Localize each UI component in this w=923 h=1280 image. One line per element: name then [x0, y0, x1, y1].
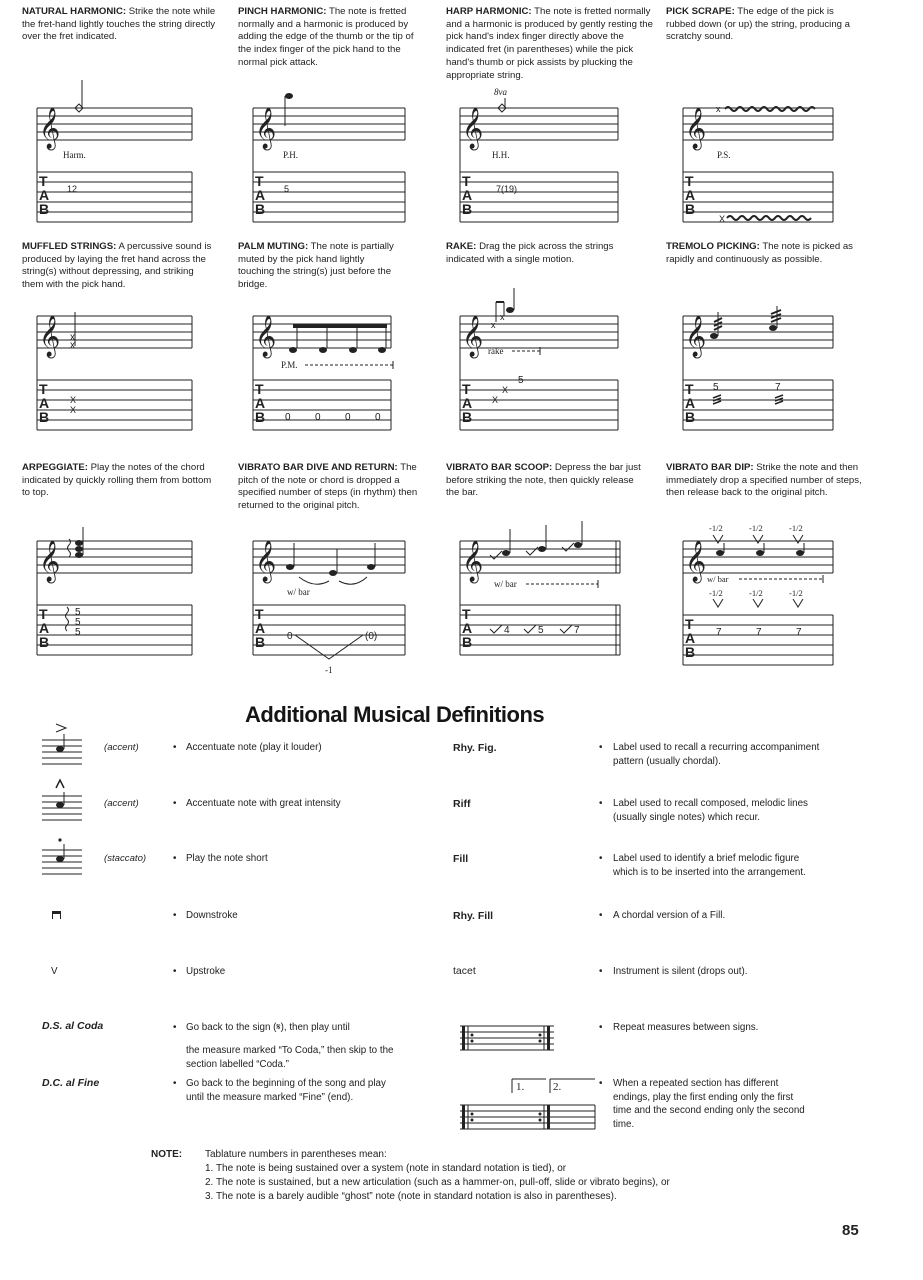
def-text-ds-al-coda-cont: the measure marked “To Coda,” then skip to the section labelled “Coda.” — [186, 1045, 394, 1070]
vibrato-scoop-notation — [460, 533, 625, 658]
def-bullet: • — [173, 742, 177, 753]
def-text-repeat: Repeat measures between signs. — [613, 1022, 759, 1033]
svg-text:A: A — [685, 630, 696, 646]
svg-text:𝄞: 𝄞 — [462, 541, 484, 581]
def-bullet: • — [599, 853, 603, 864]
def-text-ds-al-coda: Go back to the sign (𝄋), then play until — [186, 1022, 350, 1033]
svg-text:T: T — [39, 381, 48, 397]
svg-text:T: T — [685, 616, 694, 632]
svg-text:w/ bar: w/ bar — [287, 587, 310, 597]
svg-text:T: T — [255, 173, 264, 189]
svg-text:5: 5 — [75, 617, 81, 628]
ds-al-coda-label: D.S. al Coda — [42, 1020, 104, 1032]
harp-harmonic-notation — [460, 87, 620, 225]
def-text-staccato: Play the note short — [186, 853, 268, 864]
def-bullet: • — [599, 966, 603, 977]
def-bullet: • — [173, 966, 177, 977]
svg-text:A: A — [39, 395, 50, 411]
def-text-endings: When a repeated section has different endings, play the first ending only the first time and the second ending only the second time. — [613, 1078, 805, 1130]
rake-description: RAKE: Drag the pick across the strings indicated with a single motion. — [446, 241, 614, 265]
def-text-dc-al-fine: Go back to the beginning of the song and play until the measure marked “Fine” (end). — [186, 1078, 386, 1103]
svg-text:T: T — [462, 173, 471, 189]
repeat-signs-symbol — [460, 1020, 556, 1059]
svg-text:-1: -1 — [325, 665, 333, 675]
svg-text:w/ bar: w/ bar — [494, 579, 517, 589]
svg-text:x: x — [70, 332, 75, 343]
natural-harmonic-notation — [37, 100, 197, 225]
pick-scrape-description: PICK SCRAPE: The edge of the pick is rubbed down (or up) the string, producing a scratchy sound. — [666, 6, 850, 43]
harm-label: Harm. — [63, 150, 86, 160]
def-label-accent: (accent) — [104, 742, 139, 753]
svg-text:B: B — [255, 634, 266, 650]
def-text-rhy-fig: Label used to recall a recurring accompaniment pattern (usually chordal). — [613, 742, 820, 767]
svg-text:P.S.: P.S. — [717, 150, 731, 160]
downstroke-icon — [51, 908, 63, 926]
palm-muting-description: PALM MUTING: The note is partially muted by the pick hand lightly touching the string(s) just before the bridge. — [238, 241, 394, 291]
svg-text:A: A — [685, 187, 696, 203]
note-item-1: 1. The note is being sustained over a system (note in standard notation is tied), or — [205, 1163, 567, 1174]
svg-text:-1/2: -1/2 — [709, 523, 723, 533]
svg-text:A: A — [462, 620, 473, 636]
svg-text:X: X — [492, 395, 499, 405]
vibrato-dive-notation — [253, 533, 413, 683]
svg-text:T: T — [39, 173, 48, 189]
arpeggiate-notation — [37, 533, 197, 658]
muffled-strings-description: MUFFLED STRINGS: A percussive sound is produced by laying the fret hand across the string(s) without depressing, and striking them with the pick hand. — [22, 241, 212, 291]
svg-text:𝄞: 𝄞 — [685, 541, 707, 581]
svg-text:5: 5 — [538, 625, 544, 636]
svg-text:P.M.: P.M. — [281, 360, 298, 370]
svg-text:B: B — [255, 201, 266, 217]
muffled-strings-notation — [37, 308, 197, 433]
svg-text:T: T — [39, 606, 48, 622]
vibrato-scoop-description: VIBRATO BAR SCOOP: Depress the bar just before striking the note, then quickly release the bar. — [446, 462, 641, 499]
svg-text:4: 4 — [504, 625, 510, 636]
svg-text:12: 12 — [67, 184, 78, 194]
svg-text:𝄞: 𝄞 — [685, 108, 707, 148]
term-rhy-fill: Rhy. Fill — [453, 910, 494, 922]
svg-text:B: B — [685, 409, 696, 425]
svg-text:B: B — [39, 201, 50, 217]
staccato-symbol — [42, 832, 86, 887]
svg-text:2.: 2. — [553, 1081, 562, 1093]
rake-notation — [460, 308, 620, 433]
svg-text:0: 0 — [287, 631, 293, 642]
svg-text:0: 0 — [285, 412, 291, 423]
svg-text:𝄞: 𝄞 — [39, 108, 61, 148]
svg-text:5: 5 — [518, 375, 524, 386]
svg-text:7(19): 7(19) — [496, 184, 518, 194]
svg-text:7: 7 — [574, 625, 580, 636]
svg-text:A: A — [255, 620, 266, 636]
svg-text:X: X — [719, 214, 726, 224]
svg-text:0: 0 — [345, 412, 351, 423]
def-bullet: • — [173, 798, 177, 809]
svg-text:5: 5 — [75, 627, 81, 638]
svg-text:-1/2: -1/2 — [709, 588, 723, 598]
svg-text:A: A — [39, 187, 50, 203]
note-item-2: 2. The note is sustained, but a new articulation (such as a hammer-on, pull-off, slide or vibrato begins), or — [205, 1177, 670, 1188]
svg-text:B: B — [462, 634, 473, 650]
endings-symbol — [460, 1075, 603, 1140]
note-item-3: 3. The note is a barely audible “ghost” note (note in standard notation is also in parentheses). — [205, 1191, 617, 1202]
arpeggiate-description: ARPEGGIATE: Play the notes of the chord indicated by quickly rolling them from bottom to top. — [22, 462, 212, 499]
vibrato-dip-description: VIBRATO BAR DIP: Strike the note and then immediately drop a specified number of steps, then release back to the original pitch. — [666, 462, 862, 499]
svg-text:A: A — [255, 395, 266, 411]
palm-muting-notation — [253, 308, 413, 433]
svg-text:-1/2: -1/2 — [749, 523, 763, 533]
accent-symbol — [42, 722, 86, 777]
def-text-downstroke: Downstroke — [186, 910, 238, 921]
harp-harmonic-description: HARP HARMONIC: The note is fretted normally and a harmonic is produced by gently resting the pick hand's index finger directly above the indicated fret (in parentheses) while the pick hand's thumb or pick assists by plucking the appropriate string. — [446, 6, 653, 81]
note-label: NOTE: — [151, 1149, 183, 1160]
svg-text:B: B — [39, 634, 50, 650]
note-intro: Tablature numbers in parentheses mean: — [205, 1149, 387, 1160]
def-text-tacet: Instrument is silent (drops out). — [613, 966, 748, 977]
svg-text:P.H.: P.H. — [283, 150, 299, 160]
svg-text:7: 7 — [796, 627, 802, 638]
svg-text:5: 5 — [75, 607, 81, 618]
svg-text:𝄞: 𝄞 — [255, 541, 277, 581]
def-bullet: • — [173, 1078, 177, 1089]
svg-text:B: B — [462, 409, 473, 425]
svg-text:B: B — [462, 201, 473, 217]
svg-text:A: A — [685, 395, 696, 411]
def-text-accent: Accentuate note (play it louder) — [186, 742, 322, 753]
def-label-staccato: (staccato) — [104, 853, 147, 864]
upstroke-icon: V — [51, 966, 58, 977]
def-bullet: • — [599, 742, 603, 753]
svg-text:T: T — [255, 381, 264, 397]
svg-text:5: 5 — [713, 382, 719, 393]
def-bullet: • — [599, 910, 603, 921]
svg-text:x: x — [70, 340, 75, 351]
def-text-rhy-fill: A chordal version of a Fill. — [613, 910, 726, 921]
marcato-symbol — [42, 778, 86, 833]
svg-text:0: 0 — [375, 412, 381, 423]
svg-text:𝄞: 𝄞 — [39, 541, 61, 581]
svg-text:A: A — [462, 395, 473, 411]
term-tacet: tacet — [453, 965, 476, 977]
svg-text:T: T — [462, 606, 471, 622]
def-bullet: • — [599, 1022, 603, 1033]
def-bullet: • — [173, 853, 177, 864]
def-text-accent-strong: Accentuate note with great intensity — [186, 798, 341, 809]
section-title: Additional Musical Definitions — [245, 702, 545, 727]
tremolo-picking-notation — [683, 308, 843, 433]
term-fill: Fill — [453, 853, 469, 865]
tremolo-picking-description: TREMOLO PICKING: The note is picked as rapidly and continuously as possible. — [666, 241, 853, 265]
def-text-upstroke: Upstroke — [186, 966, 226, 977]
svg-text:0: 0 — [315, 412, 321, 423]
svg-text:w/ bar: w/ bar — [707, 574, 729, 584]
svg-text:𝄞: 𝄞 — [255, 316, 277, 356]
term-riff: Riff — [453, 798, 471, 810]
def-bullet: • — [599, 798, 603, 809]
def-text-riff: Label used to recall composed, melodic lines (usually single notes) which recur. — [613, 798, 808, 823]
dc-al-fine-label: D.C. al Fine — [42, 1077, 100, 1089]
svg-text:(0): (0) — [365, 631, 378, 642]
svg-text:𝄞: 𝄞 — [462, 316, 484, 356]
svg-text:B: B — [685, 644, 696, 660]
svg-text:B: B — [685, 201, 696, 217]
page-number: 85 — [842, 1222, 859, 1239]
svg-text:x: x — [491, 320, 496, 330]
svg-text:𝄞: 𝄞 — [462, 108, 484, 148]
svg-text:-1/2: -1/2 — [789, 588, 803, 598]
pinch-harmonic-description: PINCH HARMONIC: The note is fretted normally and a harmonic is produced by adding the edge of the thumb or the tip of the index finger of the pick hand to the normal pick attack. — [238, 6, 414, 68]
svg-text:A: A — [255, 187, 266, 203]
svg-text:T: T — [462, 381, 471, 397]
term-rhy-fig: Rhy. Fig. — [453, 742, 497, 754]
svg-text:X: X — [70, 395, 77, 405]
svg-text:7: 7 — [716, 627, 722, 638]
svg-text:B: B — [255, 409, 266, 425]
pick-scrape-notation — [683, 100, 843, 225]
svg-text:𝄞: 𝄞 — [39, 316, 61, 356]
svg-text:7: 7 — [775, 382, 781, 393]
svg-text:T: T — [685, 381, 694, 397]
svg-text:x: x — [500, 312, 505, 322]
def-bullet: • — [173, 1022, 177, 1033]
svg-text:A: A — [39, 620, 50, 636]
svg-text:x: x — [716, 104, 721, 114]
vibrato-dive-description: VIBRATO BAR DIVE AND RETURN: The pitch of the note or chord is dropped a specified number of steps (in rhythm) then returned to the original pitch. — [238, 462, 418, 512]
def-label-accent-strong: (accent) — [104, 798, 139, 809]
vibrato-dip-notation — [683, 523, 843, 668]
svg-text:8va: 8va — [494, 87, 507, 97]
def-bullet: • — [599, 1078, 603, 1089]
svg-text:B: B — [39, 409, 50, 425]
svg-text:5: 5 — [284, 184, 290, 194]
svg-text:7: 7 — [756, 627, 762, 638]
svg-text:𝄞: 𝄞 — [685, 316, 707, 356]
svg-text:T: T — [255, 606, 264, 622]
svg-text:X: X — [502, 385, 509, 395]
svg-text:A: A — [462, 187, 473, 203]
svg-text:rake: rake — [488, 346, 504, 356]
natural-harmonic-description: NATURAL HARMONIC: Strike the note while the fret-hand lightly touches the string directly over the fret indicated. — [22, 6, 216, 43]
svg-text:𝄞: 𝄞 — [255, 108, 277, 148]
svg-text:T: T — [685, 173, 694, 189]
def-text-fill: Label used to identify a brief melodic figure which is to be inserted into the arrangement. — [613, 853, 806, 878]
svg-text:-1/2: -1/2 — [749, 588, 763, 598]
svg-text:X: X — [70, 405, 77, 415]
pinch-harmonic-notation — [253, 100, 413, 225]
svg-text:H.H.: H.H. — [492, 150, 510, 160]
svg-text:1.: 1. — [516, 1081, 525, 1093]
svg-text:-1/2: -1/2 — [789, 523, 803, 533]
def-bullet: • — [173, 910, 177, 921]
